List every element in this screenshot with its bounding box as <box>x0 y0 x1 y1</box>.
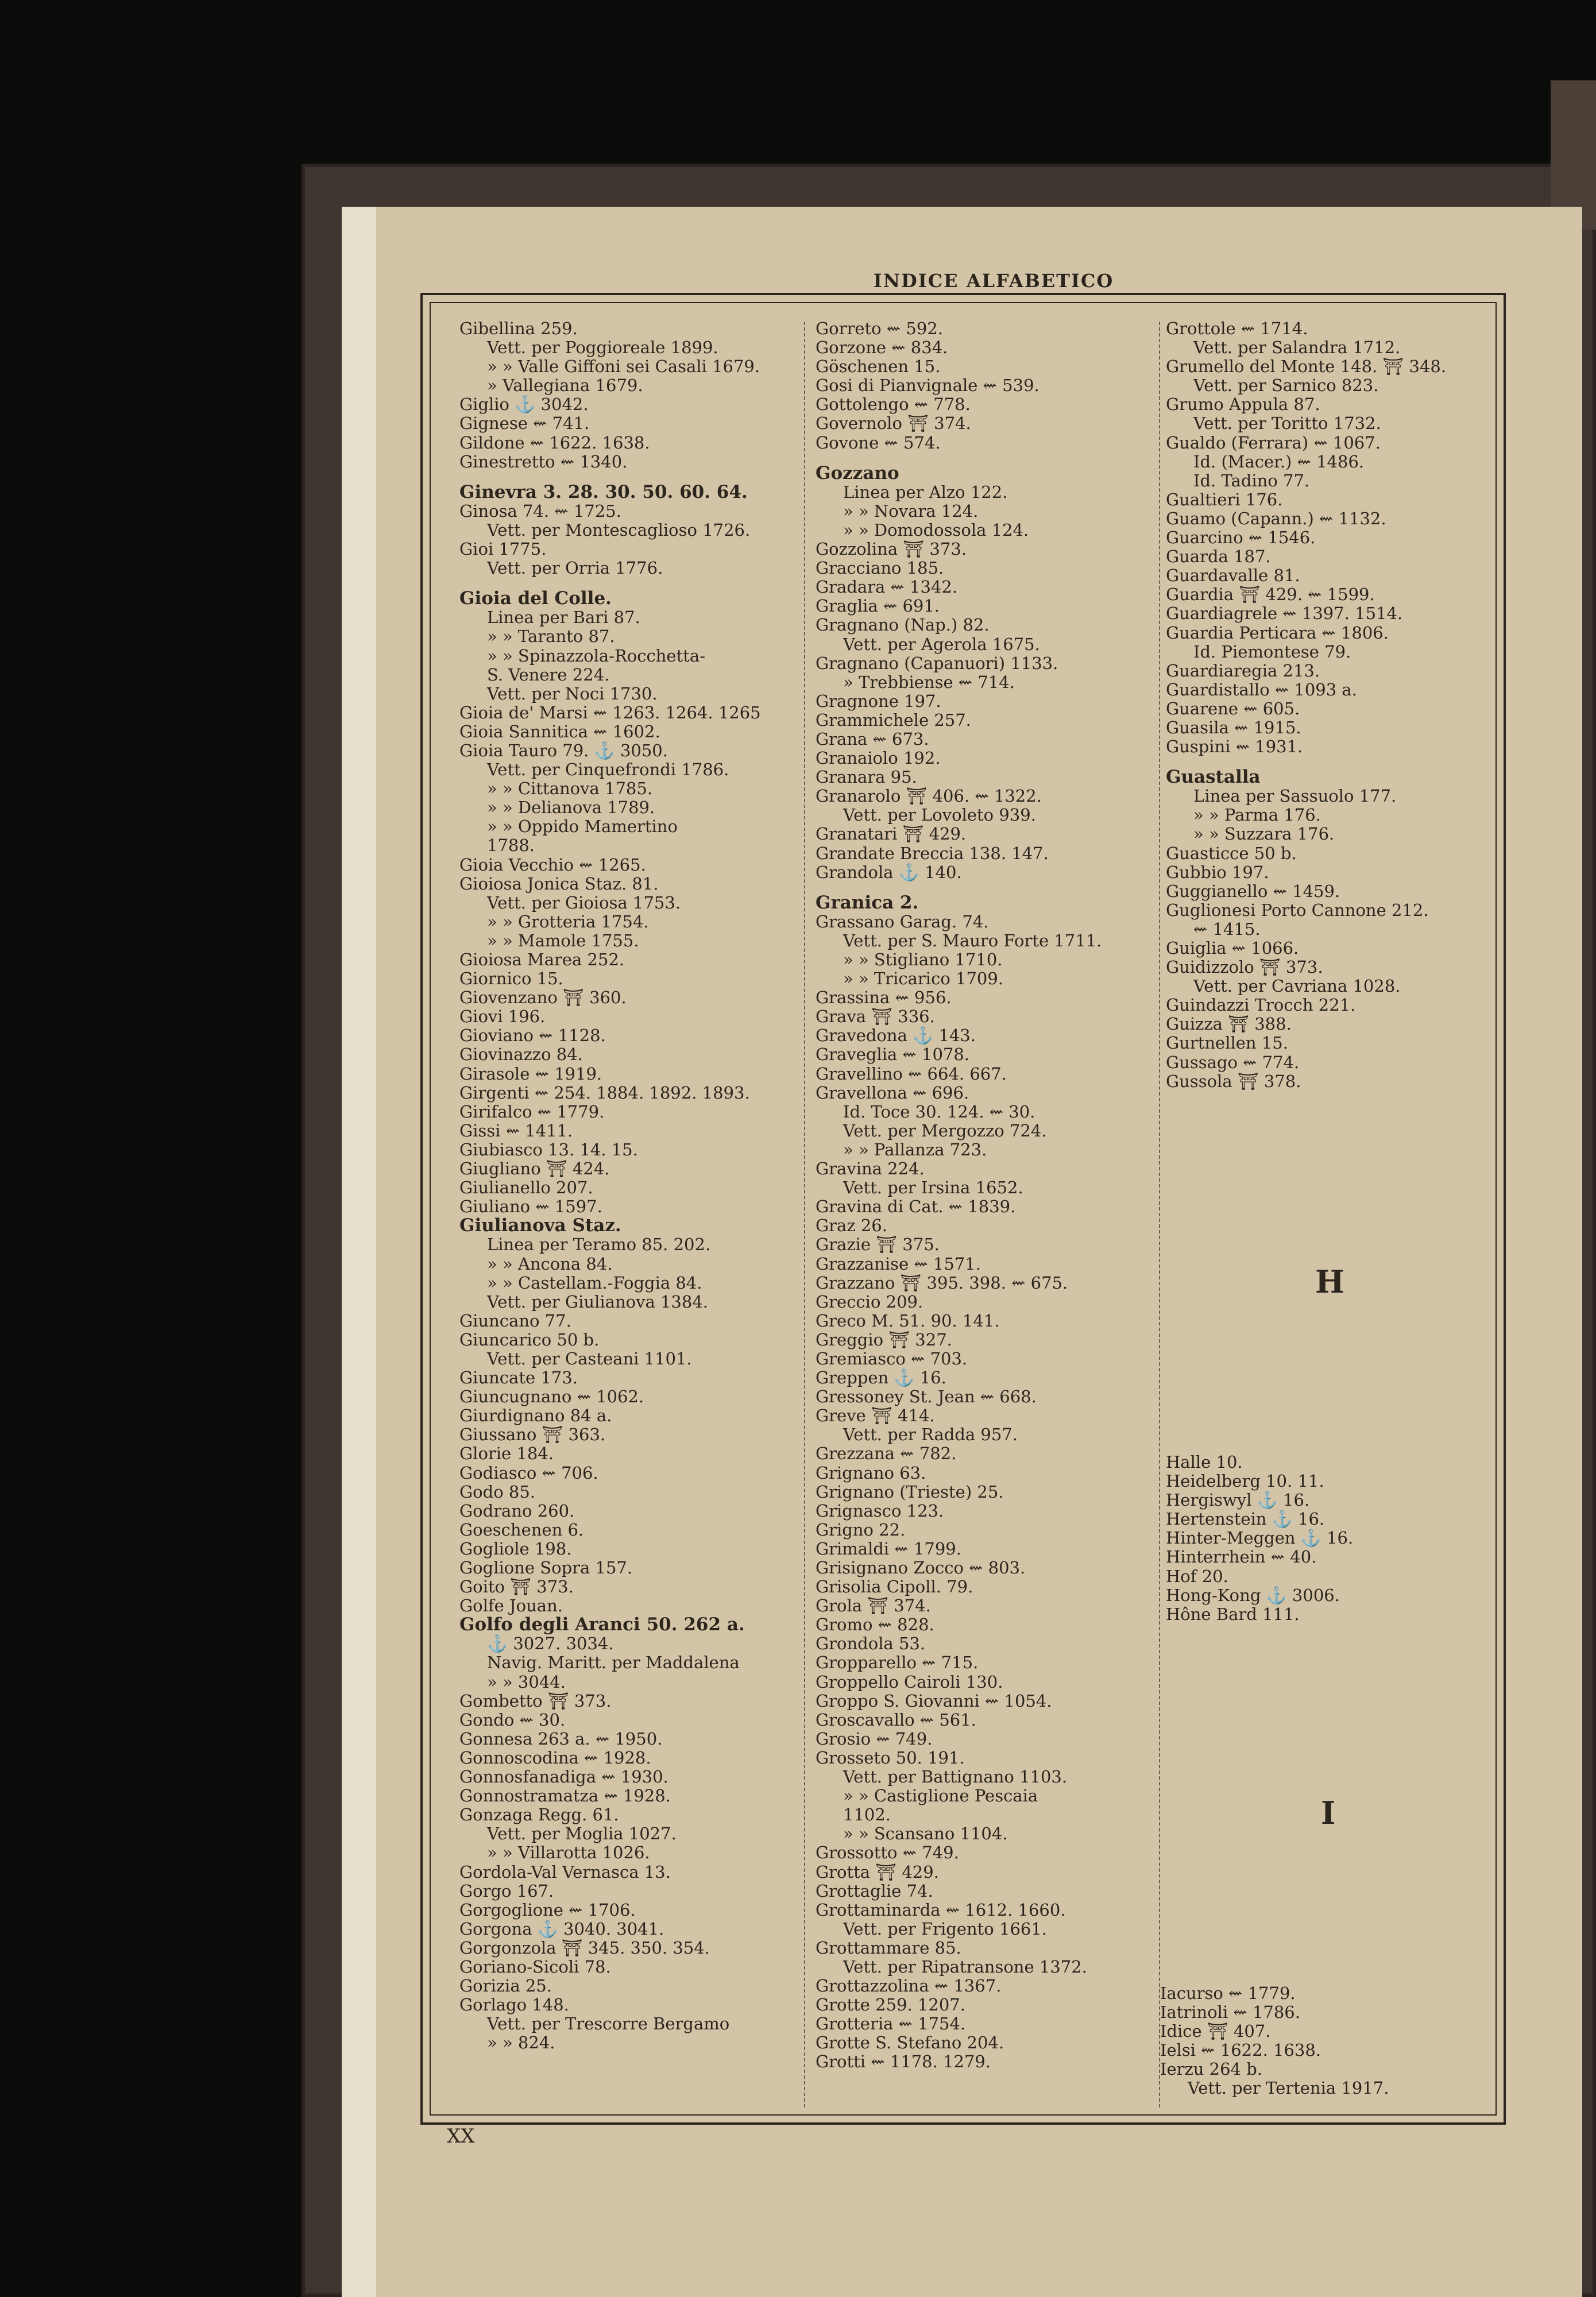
index-entry: » » 824. <box>487 2033 555 2053</box>
index-entry: Goglione Sopra 157. <box>459 1558 633 1577</box>
index-entry: Greggio ⛩ 327. <box>816 1329 952 1349</box>
index-entry: Gualdo (Ferrara) ⇜ 1067. <box>1166 432 1381 453</box>
index-entry: Giussano ⛩ 363. <box>459 1425 606 1445</box>
index-entry: Grana ⇜ 673. <box>816 729 929 749</box>
index-column-1 <box>459 319 798 2052</box>
index-entry: Vett. per Trescorre Bergamo <box>487 2014 730 2034</box>
index-entry: Gussola ⛩ 378. <box>1166 1071 1301 1091</box>
index-entry: Gurtnellen 15. <box>1166 1033 1288 1053</box>
index-entry: Greco M. 51. 90. 141. <box>816 1310 1000 1331</box>
index-entry: Grava ⛩ 336. <box>816 1007 935 1027</box>
index-entry: Id. (Macer.) ⇜ 1486. <box>1193 451 1365 471</box>
index-entry: Heidelberg 10. 11. <box>1166 1471 1324 1491</box>
index-entry: Vett. per Toritto 1732. <box>1193 413 1381 434</box>
index-entry: Gissi ⇜ 1411. <box>459 1120 573 1140</box>
index-entry: Guindazzi Trocch 221. <box>1166 995 1356 1015</box>
index-entry: Groscavallo ⇜ 561. <box>816 1710 976 1730</box>
index-entry: Grondola 53. <box>816 1634 926 1654</box>
index-entry: Hinter-Meggen ⚓ 16. <box>1166 1528 1354 1548</box>
index-entry: Vett. per Orria 1776. <box>487 558 663 578</box>
index-entry: Gignese ⇜ 741. <box>459 413 590 434</box>
index-entry: Granica 2. <box>816 892 919 913</box>
index-entry: Grotte 259. 1207. <box>816 1995 965 2015</box>
index-entry: Hinterrhein ⇜ 40. <box>1166 1547 1317 1567</box>
index-entry: Girasole ⇜ 1919. <box>459 1064 602 1084</box>
index-entry: Hertenstein ⚓ 16. <box>1166 1509 1325 1529</box>
index-entry: Giovi 196. <box>459 1007 546 1027</box>
index-entry: Vett. per Montescaglioso 1726. <box>487 520 751 540</box>
index-entry <box>816 453 1154 464</box>
index-entry: Grignasco 123. <box>816 1501 944 1521</box>
index-entry: Vett. per Ripatransone 1372. <box>843 1956 1087 1977</box>
index-entry: Vett. per Radda 957. <box>843 1425 1018 1445</box>
index-entry: Goriano-Sicoli 78. <box>459 1956 611 1977</box>
index-entry: Guardistallo ⇜ 1093 a. <box>1166 679 1357 699</box>
index-entry: Grumo Appula 87. <box>1166 395 1320 415</box>
index-entry: Linea per Teramo 85. 202. <box>487 1235 711 1255</box>
index-entry: Gonnoscodina ⇜ 1928. <box>459 1747 651 1768</box>
index-entry: Granatari ⛩ 429. <box>816 824 967 844</box>
index-entry: Graglia ⇜ 691. <box>816 596 940 616</box>
index-entry: Gravina 224. <box>816 1159 925 1179</box>
index-entry: Gioiosa Jonica Staz. 81. <box>459 873 659 894</box>
index-entry: Grotte S. Stefano 204. <box>816 2033 1004 2053</box>
index-entry: Gondo ⇜ 30. <box>459 1710 566 1730</box>
index-entry: Vett. per Moglia 1027. <box>487 1824 677 1844</box>
index-entry: » » Castiglione Pescaia <box>843 1786 1038 1806</box>
index-entry: Guardavalle 81. <box>1166 566 1300 586</box>
index-entry: Ginestretto ⇜ 1340. <box>459 451 628 471</box>
index-entry: Greccio 209. <box>816 1291 923 1312</box>
index-entry: Linea per Alzo 122. <box>843 482 1008 502</box>
index-entry: » » Cittanova 1785. <box>487 779 653 799</box>
index-entry: Giurdignano 84 a. <box>459 1406 612 1426</box>
index-entry: Graveglia ⇜ 1078. <box>816 1045 970 1065</box>
index-entry: Linea per Sassuolo 177. <box>1193 786 1397 806</box>
index-entry: Gioia de' Marsi ⇜ 1263. 1264. 1265 <box>459 702 761 722</box>
index-entry: Gozzolina ⛩ 373. <box>816 539 967 559</box>
index-entry: Göschenen 15. <box>816 357 941 377</box>
index-column-3-h <box>1166 1453 1353 1624</box>
index-entry: Giuncate 173. <box>459 1368 578 1388</box>
index-entry: » » Parma 176. <box>1193 805 1321 825</box>
index-entry: Grottole ⇜ 1714. <box>1166 319 1308 338</box>
index-entry: Vett. per Casteani 1101. <box>487 1348 692 1368</box>
index-entry <box>816 882 1154 894</box>
index-entry: Gioi 1775. <box>459 539 547 559</box>
index-entry: Grottazzolina ⇜ 1367. <box>816 1976 1002 1996</box>
index-entry: Gogliole 198. <box>459 1538 572 1559</box>
index-entry: Gioia Vecchio ⇜ 1265. <box>459 854 646 875</box>
index-entry: Guardia ⛩ 429. ⇜ 1599. <box>1166 585 1375 605</box>
index-entry: Gravina di Cat. ⇜ 1839. <box>816 1197 1016 1217</box>
index-entry: Grottaglie 74. <box>816 1881 933 1901</box>
index-entry: Hergiswyl ⚓ 16. <box>1166 1490 1310 1510</box>
index-entry: Grassina ⇜ 956. <box>816 988 952 1008</box>
index-column-2 <box>816 319 1154 2072</box>
index-entry: Grisolia Cipoll. 79. <box>816 1577 973 1597</box>
index-entry: Ielsi ⇜ 1622. 1638. <box>1160 2040 1321 2060</box>
index-entry: S. Venere 224. <box>487 664 610 685</box>
index-entry: Vett. per Frigento 1661. <box>843 1919 1048 1939</box>
column-rule <box>1159 322 1160 2107</box>
index-entry: Grandate Breccia 138. 147. <box>816 843 1049 863</box>
index-entry: Gressoney St. Jean ⇜ 668. <box>816 1387 1037 1407</box>
page-edge <box>342 207 376 2297</box>
index-entry: Vett. per S. Mauro Forte 1711. <box>843 930 1102 950</box>
index-entry: Gradara ⇜ 1342. <box>816 577 958 597</box>
index-entry: Giuliano ⇜ 1597. <box>459 1197 602 1217</box>
index-entry: » » Novara 124. <box>843 501 979 521</box>
index-entry: Granarolo ⛩ 406. ⇜ 1322. <box>816 786 1042 806</box>
index-entry: 1788. <box>487 836 535 856</box>
index-entry: Giuncano 77. <box>459 1310 571 1331</box>
index-entry: Giulianello 207. <box>459 1178 593 1198</box>
index-entry: Gottolengo ⇜ 778. <box>816 395 971 415</box>
index-entry: » » Oppido Mamertino <box>487 817 678 837</box>
index-entry: Grottammare 85. <box>816 1938 961 1958</box>
index-entry: Grotteria ⇜ 1754. <box>816 2014 966 2034</box>
index-entry: Navig. Maritt. per Maddalena <box>487 1653 740 1673</box>
index-entry: Groppo S. Giovanni ⇜ 1054. <box>816 1691 1052 1711</box>
index-entry: Guardiagrele ⇜ 1397. 1514. <box>1166 604 1403 624</box>
index-entry: Gracciano 185. <box>816 558 944 578</box>
index-entry: Grimaldi ⇜ 1799. <box>816 1538 961 1559</box>
index-entry: Gonnosfanadiga ⇜ 1930. <box>459 1767 668 1787</box>
index-entry: Ginosa 74. ⇜ 1725. <box>459 501 621 521</box>
index-entry: Guastalla <box>1166 767 1261 788</box>
index-entry: Gioviano ⇜ 1128. <box>459 1026 606 1046</box>
index-entry: Guarda 187. <box>1166 547 1271 567</box>
index-entry: Giglio ⚓ 3042. <box>459 395 589 415</box>
index-entry: Godrano 260. <box>459 1501 575 1521</box>
index-entry: Hof 20. <box>1166 1566 1228 1586</box>
index-entry: Gorgona ⚓ 3040. 3041. <box>459 1919 664 1939</box>
index-entry: Gorgo 167. <box>459 1881 554 1901</box>
index-entry: Linea per Bari 87. <box>487 608 640 628</box>
index-entry: Hong-Kong ⚓ 3006. <box>1166 1585 1340 1605</box>
index-entry: Gorizia 25. <box>459 1976 552 1996</box>
index-entry: Grigno 22. <box>816 1519 906 1540</box>
index-entry: Grezzana ⇜ 782. <box>816 1444 957 1464</box>
index-entry: Gonzaga Regg. 61. <box>459 1805 619 1825</box>
index-entry: Gromo ⇜ 828. <box>816 1615 934 1635</box>
index-entry: Guardiaregia 213. <box>1166 660 1320 680</box>
index-entry: Giovinazzo 84. <box>459 1045 583 1065</box>
index-entry: ⚓ 3027. 3034. <box>487 1634 614 1654</box>
index-entry: Iacurso ⇜ 1779. <box>1160 1983 1296 2003</box>
index-entry: Ierzu 264 b. <box>1160 2059 1263 2079</box>
index-entry: Graz 26. <box>816 1216 887 1236</box>
index-entry: Greve ⛩ 414. <box>816 1406 935 1426</box>
index-entry: » » Taranto 87. <box>487 627 615 647</box>
index-entry: Guspini ⇜ 1931. <box>1166 737 1303 757</box>
index-entry: » » Stigliano 1710. <box>843 950 1003 969</box>
index-entry: Guizza ⛩ 388. <box>1166 1014 1292 1034</box>
index-entry: Gremiasco ⇜ 703. <box>816 1348 968 1368</box>
index-column-3-i <box>1160 1984 1389 2098</box>
index-entry: Gorreto ⇜ 592. <box>816 319 943 338</box>
index-entry: Vett. per Gioiosa 1753. <box>487 892 681 912</box>
index-entry: Idice ⛩ 407. <box>1160 2021 1271 2041</box>
index-entry: Guggianello ⇜ 1459. <box>1166 881 1340 901</box>
index-entry: Vett. per Salandra 1712. <box>1193 338 1401 358</box>
index-entry: Girgenti ⇜ 254. 1884. 1892. 1893. <box>459 1082 750 1103</box>
index-entry: Govone ⇜ 574. <box>816 432 941 453</box>
index-entry: » » Spinazzola-Rocchetta- <box>487 645 705 666</box>
index-entry: Grotta ⛩ 429. <box>816 1862 939 1882</box>
index-entry: Giubiasco 13. 14. 15. <box>459 1139 638 1159</box>
index-entry: Goeschenen 6. <box>459 1519 584 1540</box>
index-entry: Guasticce 50 b. <box>1166 843 1297 863</box>
index-entry: Vett. per Agerola 1675. <box>843 634 1040 654</box>
index-entry: » » Tricarico 1709. <box>843 969 1004 989</box>
index-entry: » » Grotteria 1754. <box>487 911 649 931</box>
index-entry: Gildone ⇜ 1622. 1638. <box>459 432 650 453</box>
column-rule <box>804 322 805 2107</box>
index-entry: Guiglia ⇜ 1066. <box>1166 938 1299 958</box>
index-entry: » » Villarotta 1026. <box>487 1843 650 1863</box>
index-entry: Vett. per Giulianova 1384. <box>487 1291 709 1312</box>
index-entry: » » Scansano 1104. <box>843 1824 1008 1844</box>
index-entry: Vett. per Mergozzo 724. <box>843 1120 1047 1140</box>
index-entry: Godo 85. <box>459 1482 535 1502</box>
index-entry: » » Domodossola 124. <box>843 520 1029 540</box>
index-entry: Gravedona ⚓ 143. <box>816 1026 976 1046</box>
index-entry: Vett. per Cavriana 1028. <box>1193 976 1401 996</box>
index-entry: Gragnano (Nap.) 82. <box>816 615 990 635</box>
running-head: INDICE ALFABETICO <box>873 270 1114 292</box>
index-entry: Vett. per Battignano 1103. <box>843 1767 1068 1787</box>
index-entry: Guasila ⇜ 1915. <box>1166 717 1301 737</box>
index-entry: Vett. per Poggioreale 1899. <box>487 338 718 358</box>
index-entry: Guarene ⇜ 605. <box>1166 698 1300 718</box>
index-entry: Gombetto ⛩ 373. <box>459 1691 612 1711</box>
index-entry: Giuncarico 50 b. <box>459 1329 600 1349</box>
index-entry: » » 3044. <box>487 1672 566 1692</box>
index-entry: Goito ⛩ 373. <box>459 1577 574 1597</box>
index-entry: Gioia Tauro 79. ⚓ 3050. <box>459 740 668 760</box>
index-entry: » Vallegiana 1679. <box>487 376 643 396</box>
index-entry: Gozzano <box>816 462 899 484</box>
index-entry: » » Delianova 1789. <box>487 798 655 818</box>
index-entry: Grazzanise ⇜ 1571. <box>816 1254 981 1274</box>
index-column-3 <box>1166 319 1499 1091</box>
index-entry: » » Mamole 1755. <box>487 930 639 950</box>
index-entry: Guardia Perticara ⇜ 1806. <box>1166 622 1389 643</box>
index-entry: Gubbio 197. <box>1166 862 1269 882</box>
index-entry: » » Ancona 84. <box>487 1254 613 1274</box>
index-entry: Gioia del Colle. <box>459 588 612 609</box>
index-entry: Gussago ⇜ 774. <box>1166 1052 1300 1072</box>
index-entry: Gonnostramatza ⇜ 1928. <box>459 1786 671 1806</box>
index-entry: Giuncugnano ⇜ 1062. <box>459 1387 644 1407</box>
index-entry: Guidizzolo ⛩ 373. <box>1166 957 1323 977</box>
index-entry: Grandola ⚓ 140. <box>816 862 962 882</box>
index-entry: Gravellino ⇜ 664. 667. <box>816 1064 1007 1084</box>
index-entry: Gorlago 148. <box>459 1995 569 2015</box>
index-entry: Grisignano Zocco ⇜ 803. <box>816 1558 1026 1577</box>
index-entry: Giulianova Staz. <box>459 1215 621 1236</box>
index-entry: Vett. per Lovoleto 939. <box>843 805 1036 825</box>
index-entry: Id. Tadino 77. <box>1193 470 1310 490</box>
index-entry: Gibellina 259. <box>459 319 578 338</box>
index-entry: Groppello Cairoli 130. <box>816 1672 1003 1692</box>
index-entry: Vett. per Tertenia 1917. <box>1188 2078 1389 2098</box>
index-entry: » » Valle Giffoni sei Casali 1679. <box>487 357 760 377</box>
index-entry <box>459 578 798 589</box>
index-entry: Guarcino ⇜ 1546. <box>1166 528 1316 548</box>
index-entry <box>1166 756 1499 768</box>
index-entry <box>459 471 798 483</box>
index-entry: Vett. per Noci 1730. <box>487 683 658 703</box>
index-entry: Gordola-Val Vernasca 13. <box>459 1862 671 1882</box>
index-entry: Glorie 184. <box>459 1444 554 1464</box>
index-entry: Gorgoglione ⇜ 1706. <box>459 1900 636 1920</box>
index-entry: Gioia Sannitica ⇜ 1602. <box>459 721 660 741</box>
index-entry: Granara 95. <box>816 767 917 787</box>
index-entry: Hône Bard 111. <box>1166 1604 1300 1624</box>
index-entry: Id. Toce 30. 124. ⇜ 30. <box>843 1101 1035 1122</box>
index-entry: Grumello del Monte 148. ⛩ 348. <box>1166 357 1447 377</box>
index-entry: Gragnone 197. <box>816 691 941 711</box>
index-entry: ⇜ 1415. <box>1193 919 1261 939</box>
index-entry: Giornico 15. <box>459 969 563 989</box>
index-entry: Grola ⛩ 374. <box>816 1596 931 1616</box>
index-entry: Giovenzano ⛩ 360. <box>459 988 627 1008</box>
index-entry: Granaiolo 192. <box>816 748 941 768</box>
index-entry: Iatrinoli ⇜ 1786. <box>1160 2002 1300 2023</box>
index-entry: Halle 10. <box>1166 1452 1243 1472</box>
index-entry: Grassano Garag. 74. <box>816 911 989 931</box>
index-entry: Id. Piemontese 79. <box>1193 641 1351 662</box>
index-entry: Gorzone ⇜ 834. <box>816 338 948 358</box>
index-entry: Godiasco ⇜ 706. <box>459 1463 598 1483</box>
index-entry: Gropparello ⇜ 715. <box>816 1653 979 1673</box>
index-entry: Grammichele 257. <box>816 710 971 730</box>
index-entry: 1102. <box>843 1805 891 1825</box>
index-entry: Vett. per Cinquefrondi 1786. <box>487 760 729 780</box>
index-entry: Grignano (Trieste) 25. <box>816 1482 1004 1502</box>
index-entry: » Trebbiense ⇜ 714. <box>843 672 1015 692</box>
index-entry: Grignano 63. <box>816 1463 926 1483</box>
index-entry: Gioiosa Marea 252. <box>459 950 625 969</box>
index-entry: Grazie ⛩ 375. <box>816 1235 940 1255</box>
section-letter-h: H <box>1315 1263 1345 1300</box>
index-entry: Ginevra 3. 28. 30. 50. 60. 64. <box>459 481 748 502</box>
section-letter-i: I <box>1321 1795 1336 1831</box>
index-entry: Vett. per Sarnico 823. <box>1193 376 1379 396</box>
index-entry: Gosi di Pianvignale ⇜ 539. <box>816 376 1039 396</box>
index-entry: Golfe Jouan. <box>459 1596 563 1616</box>
index-entry: Grossotto ⇜ 749. <box>816 1843 959 1863</box>
index-entry: Vett. per Irsina 1652. <box>843 1178 1023 1198</box>
index-entry: Guglionesi Porto Cannone 212. <box>1166 900 1429 920</box>
index-entry: Grottaminarda ⇜ 1612. 1660. <box>816 1900 1066 1920</box>
index-entry: Giugliano ⛩ 424. <box>459 1159 610 1179</box>
index-entry: Gonnesa 263 a. ⇜ 1950. <box>459 1728 663 1749</box>
index-entry: Gorgonzola ⛩ 345. 350. 354. <box>459 1938 710 1958</box>
index-entry: Greppen ⚓ 16. <box>816 1368 946 1388</box>
index-entry: Gualtieri 176. <box>1166 489 1283 509</box>
index-entry: Gragnano (Capanuori) 1133. <box>816 653 1058 673</box>
index-entry: Governolo ⛩ 374. <box>816 413 971 434</box>
index-entry: Grotti ⇜ 1178. 1279. <box>816 2052 991 2072</box>
index-entry: Grosio ⇜ 749. <box>816 1728 933 1749</box>
index-entry: Grazzano ⛩ 395. 398. ⇜ 675. <box>816 1273 1068 1293</box>
index-entry: Grosseto 50. 191. <box>816 1747 965 1768</box>
index-entry: » » Castellam.-Foggia 84. <box>487 1273 702 1293</box>
index-entry: » » Suzzara 176. <box>1193 824 1335 844</box>
index-entry: Girifalco ⇜ 1779. <box>459 1101 605 1122</box>
page-number: XX <box>447 2125 475 2148</box>
index-entry: Guamo (Capann.) ⇜ 1132. <box>1166 508 1386 528</box>
index-entry: » » Pallanza 723. <box>843 1139 987 1159</box>
index-entry: Gravellona ⇜ 696. <box>816 1082 969 1103</box>
index-entry: Golfo degli Aranci 50. 262 a. <box>459 1614 745 1635</box>
